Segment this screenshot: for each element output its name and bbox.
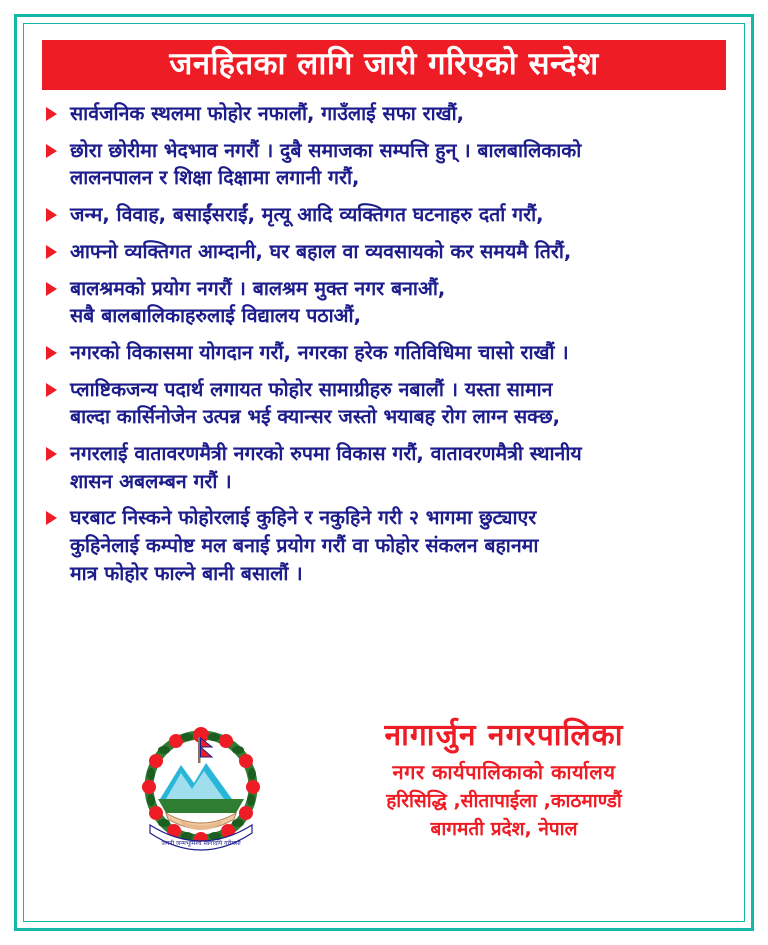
point-line: लालनपालन र शिक्षा दिक्षामा लगानी गरौं,: [70, 166, 360, 190]
nepal-government-emblem-icon: [136, 721, 266, 871]
poster-footer: [40, 715, 728, 905]
point-line: आफ्नो व्यक्तिगत आम्दानी, घर बहाल वा व्यवसायको कर समयमै तिरौं,: [70, 239, 572, 263]
poster-inner-frame: [23, 23, 745, 922]
message-points-list: [40, 100, 728, 587]
organization-block: [290, 717, 718, 843]
list-item: [44, 376, 724, 431]
organization-province: बागमती प्रदेश, नेपाल: [430, 818, 578, 841]
point-line: घरबाट निस्कने फोहोरलाई कुहिने र नकुहिने गरी २ भागमा छुट्याएर: [70, 506, 537, 530]
triangle-bullet-icon: [46, 144, 57, 158]
organization-address: हरिसिद्धि ,सीतापाईला ,काठमाण्डौं: [386, 789, 622, 812]
point-line: नगरको विकासमा योगदान गरौं, नगरका हरेक गतिविधिमा चासो राखौं ।: [70, 340, 569, 364]
list-item: [44, 100, 724, 128]
point-line: जन्म, विवाह, बसाईंसराईं, मृत्यू आदि व्यक्तिगत घटनाहरु दर्ता गरौं,: [70, 203, 544, 227]
organization-name: नागार्जुन नगरपालिका: [384, 718, 624, 753]
triangle-bullet-icon: [46, 208, 57, 222]
list-item: [44, 137, 724, 192]
list-item: [44, 339, 724, 367]
list-item: [44, 275, 724, 330]
list-item: [44, 238, 724, 266]
point-line: बाल्दा कार्सिनोजेन उत्पन्न भई क्यान्सर जस्तो भयाबह रोग लाग्न सक्छ,: [70, 405, 561, 429]
point-line: मात्र फोहोर फाल्ने बानी बसालौं ।: [70, 561, 303, 585]
poster-title-bar: [42, 40, 726, 90]
point-line: सबै बालबालिकाहरुलाई विद्यालय पठाऔं,: [70, 304, 361, 328]
point-line: नगरलाई वातावरणमैत्री नगरको रुपमा विकास गरौं, वातावरणमैत्री स्थानीय: [70, 441, 582, 465]
triangle-bullet-icon: [46, 107, 57, 121]
triangle-bullet-icon: [46, 447, 57, 461]
point-line: शासन अबलम्बन गरौं ।: [70, 469, 232, 493]
page-title: जनहितका लागि जारी गरिएको सन्देश: [169, 46, 599, 82]
organization-office: नगर कार्यपालिकाको कार्यालय: [392, 759, 616, 784]
triangle-bullet-icon: [46, 282, 57, 296]
triangle-bullet-icon: [46, 383, 57, 397]
point-line: बालश्रमको प्रयोग नगरौं । बालश्रम मुक्त नगर बनाऔं,: [70, 276, 446, 300]
point-line: कुहिनेलाई कम्पोष्ट मल बनाई प्रयोग गरौं वा फोहोर संकलन बहानमा: [70, 534, 539, 558]
point-line: प्लाष्टिकजन्य पदार्थ लगायत फोहोर सामाग्रीहरु नबालौं । यस्ता सामान: [70, 377, 553, 401]
triangle-bullet-icon: [46, 346, 57, 360]
triangle-bullet-icon: [46, 511, 57, 525]
point-line: सार्वजनिक स्थलमा फोहोर नफालौं, गाउँलाई सफा राखौं,: [70, 102, 465, 126]
svg-text:जननी जन्मभूमिश्च स्वर्गादपि गर: जननी जन्मभूमिश्च स्वर्गादपि गरीयसी: [161, 840, 241, 847]
list-item: [44, 504, 724, 587]
point-line: छोरा छोरीमा भेदभाव नगरौं । दुबै समाजका सम्पत्ति हुन् । बालबालिकाको: [70, 138, 582, 162]
triangle-bullet-icon: [46, 245, 57, 259]
list-item: [44, 201, 724, 229]
list-item: [44, 440, 724, 495]
public-notice-poster: [14, 14, 754, 931]
